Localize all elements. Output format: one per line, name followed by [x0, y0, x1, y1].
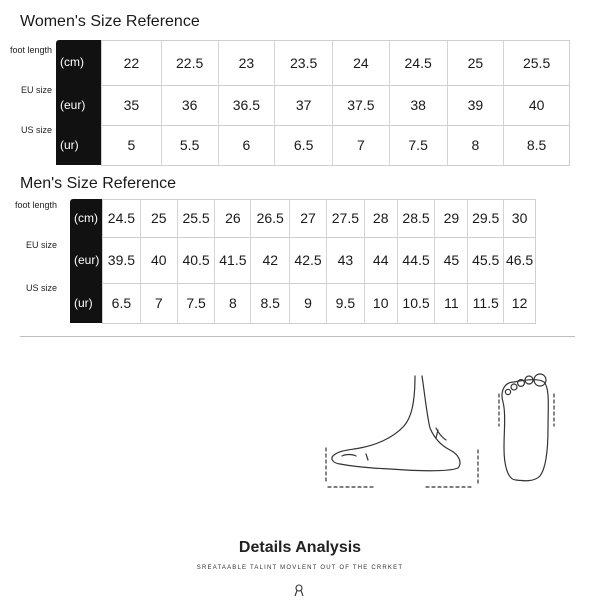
- size-cell: 8: [448, 125, 505, 165]
- size-cell: 29.5: [468, 199, 504, 237]
- size-cells: [101, 125, 570, 165]
- size-cell: 26: [215, 199, 251, 237]
- size-cell: 28: [365, 199, 398, 237]
- size-cell: 44: [365, 237, 398, 283]
- size-cell: 38: [390, 85, 448, 125]
- unit-tab: (cm): [70, 199, 102, 237]
- unit-tab: (eur): [56, 85, 101, 125]
- size-cell: 10.5: [398, 283, 436, 323]
- size-cell: 8: [215, 283, 251, 323]
- size-cell: 7.5: [178, 283, 216, 323]
- table-rule: [101, 125, 570, 126]
- size-cell: 25.5: [522, 54, 551, 71]
- size-cell: 10: [365, 283, 398, 323]
- size-cell: 7: [333, 125, 390, 165]
- size-cell: 29: [435, 199, 468, 237]
- row-label: foot length: [9, 44, 52, 55]
- size-cell: 40: [528, 97, 545, 113]
- men-row-1: [0, 237, 600, 283]
- table-rule: [102, 199, 536, 200]
- size-cell: 46.5: [505, 252, 534, 268]
- size-cell: 11.5: [468, 283, 504, 323]
- table-rule: [102, 283, 536, 284]
- size-cells: [102, 237, 536, 283]
- section-divider: [20, 336, 575, 337]
- size-cell: 41.5: [215, 237, 251, 283]
- size-cell: 7.5: [390, 125, 448, 165]
- unit-tab: (eur): [70, 237, 102, 283]
- size-cell: 35: [102, 85, 162, 125]
- size-cell: 24.5: [103, 199, 141, 237]
- table-rule: [101, 85, 570, 86]
- size-cell: 25: [448, 40, 505, 85]
- row-label: EU size: [20, 85, 52, 95]
- foot-measurement-illustration: [318, 368, 558, 498]
- size-cell: 6.5: [103, 283, 141, 323]
- size-cell: 43: [327, 237, 365, 283]
- size-cell: 11: [435, 283, 468, 323]
- table-rule: [102, 323, 536, 324]
- size-cell: 27: [290, 199, 327, 237]
- size-cell: 6: [219, 125, 276, 165]
- size-cell: 22: [102, 40, 162, 85]
- size-cell: 42.5: [290, 237, 327, 283]
- size-cell: 39: [448, 85, 505, 125]
- size-cell: 5: [102, 125, 162, 165]
- size-cell: 9: [290, 283, 327, 323]
- size-cell: 6.5: [275, 125, 333, 165]
- size-cells: [101, 40, 570, 85]
- table-rule: [101, 40, 570, 41]
- women-row-2: [0, 125, 600, 165]
- unit-tab: (ur): [70, 283, 102, 323]
- size-cell: 45.5: [468, 237, 504, 283]
- row-label: US size: [20, 125, 52, 135]
- size-cell: 30: [511, 210, 528, 226]
- size-cell: 28.5: [398, 199, 436, 237]
- size-cell: 36.5: [219, 85, 276, 125]
- size-cell: 42: [251, 237, 290, 283]
- size-cell: 22.5: [162, 40, 219, 85]
- size-cell: 40: [141, 237, 178, 283]
- size-cell: 23: [219, 40, 276, 85]
- size-cell: 7: [141, 283, 178, 323]
- women-size-title: Women's Size Reference: [20, 13, 200, 30]
- size-cell: 26.5: [251, 199, 290, 237]
- size-cell: 44.5: [398, 237, 436, 283]
- size-cell: 24.5: [390, 40, 448, 85]
- men-size-title: Men's Size Reference: [20, 175, 177, 192]
- size-cell: 12: [511, 295, 528, 311]
- row-label: US size: [25, 283, 57, 293]
- size-cell: 39.5: [103, 237, 141, 283]
- size-cell: 36: [162, 85, 219, 125]
- ribbon-icon: [291, 584, 307, 598]
- women-row-1: [0, 85, 600, 125]
- men-row-0: [0, 199, 600, 237]
- row-label: foot length: [14, 200, 57, 210]
- size-cell: 8.5: [526, 137, 547, 153]
- size-cell: 5.5: [162, 125, 219, 165]
- size-cell: 37: [275, 85, 333, 125]
- details-analysis-title: Details Analysis: [238, 539, 362, 556]
- size-cell: 45: [435, 237, 468, 283]
- details-analysis-subtitle: SREATAABLE TALINT MOVLENT OUT OF THE CRRKET: [196, 565, 404, 571]
- size-cells: [101, 85, 570, 125]
- size-cell: 37.5: [333, 85, 390, 125]
- size-cell: 24: [333, 40, 390, 85]
- table-rule: [101, 165, 570, 166]
- men-row-2: [0, 283, 600, 323]
- row-label: EU size: [25, 240, 57, 250]
- size-cell: 25: [141, 199, 178, 237]
- size-cell: 23.5: [275, 40, 333, 85]
- unit-tab: (cm): [56, 40, 101, 85]
- size-cell: 27.5: [327, 199, 365, 237]
- size-cell: 25.5: [178, 199, 216, 237]
- size-cell: 8.5: [251, 283, 290, 323]
- size-cells: [102, 283, 536, 323]
- unit-tab: (ur): [56, 125, 101, 165]
- size-cells: [102, 199, 536, 237]
- size-cell: 9.5: [327, 283, 365, 323]
- women-row-0: [0, 40, 600, 85]
- table-rule: [102, 237, 536, 238]
- size-cell: 40.5: [178, 237, 216, 283]
